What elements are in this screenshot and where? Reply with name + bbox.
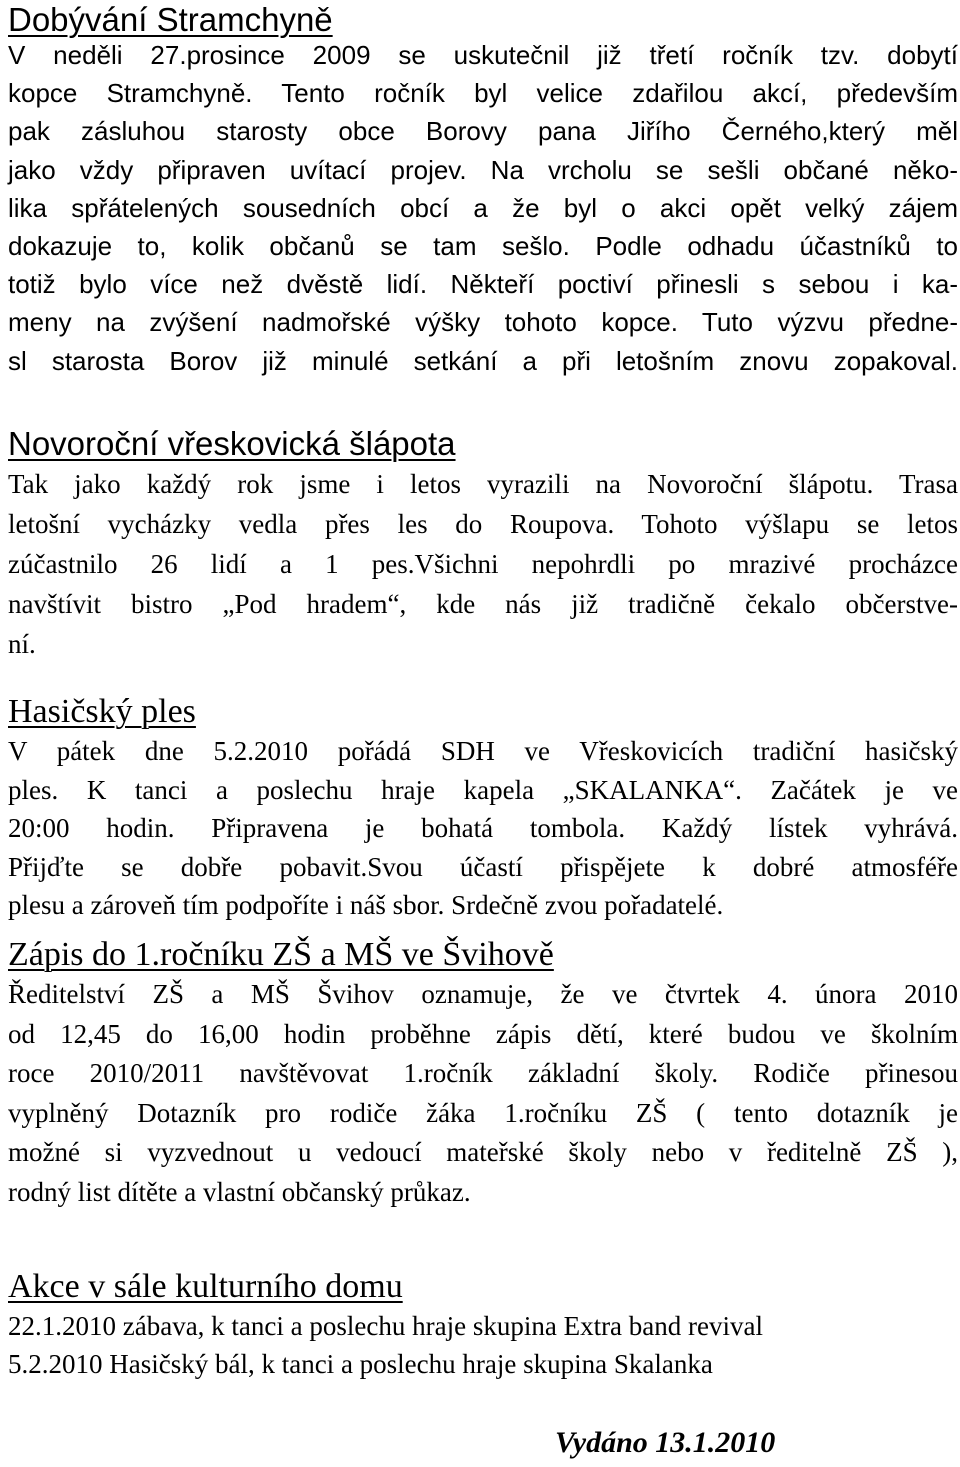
text-line: Ředitelství ZŠ a MŠ Švihov oznamuje, že ve čtvrtek 4. února 2010	[8, 979, 958, 1009]
text-line: meny na zvýšení nadmořské výšky tohoto kopce. Tuto výzvu předne-	[8, 307, 958, 338]
text-line: od 12,45 do 16,00 hodin proběhne zápis dětí, které budou ve školním	[8, 1018, 958, 1049]
section-body	[8, 1307, 958, 1383]
text-line: vyplněný Dotazník pro rodiče žáka 1.ročníku ZŠ ( tento dotazník je	[8, 1097, 958, 1128]
section-heading: Hasičský ples	[8, 693, 196, 730]
text-line: letošní vycházky vedla přes les do Roupova. Tohoto výšlapu se letos	[8, 509, 958, 539]
section-zapis-zs	[8, 935, 958, 1212]
text-line: kopce Stramchyně. Tento ročník byl velice zdařilou akcí, především	[8, 78, 958, 109]
section-heading: Novoroční vřeskovická šlápota	[8, 425, 456, 462]
text-line: sl starosta Borov již minulé setkání a při letošním znovu zopakoval.	[8, 345, 958, 376]
text-line: zúčastnilo 26 lidí a 1 pes.Všichni nepohrdli po mrazivé procházce	[8, 549, 958, 579]
text-line: rodný list dítěte a vlastní občanský průkaz.	[8, 1176, 471, 1207]
section-heading: Dobývání Stramchyně	[8, 1, 333, 38]
text-line: V pátek dne 5.2.2010 pořádá SDH ve Vřeskovicích tradiční hasičský	[8, 736, 958, 766]
section-stramchyne	[8, 0, 958, 380]
text-line: jako vždy připraven uvítací projev. Na vrcholu se sešli občané něko-	[8, 154, 958, 185]
text-line: Přijďte se dobře pobavit.Svou účastí přispějete k dobré atmosféře	[8, 851, 958, 882]
section-body	[8, 975, 958, 1212]
text-line: lika spřátelených sousedních obcí a že byl o akci opět velký zájem	[8, 192, 958, 223]
text-line: totiž bylo více než dvěstě lidí. Někteří poctiví přinesli s sebou i ka-	[8, 269, 958, 300]
text-line: navštívit bistro „Pod hradem“, kde nás již tradičně čekalo občerstve-	[8, 589, 958, 619]
text-line: roce 2010/2011 navštěvovat 1.ročník základní školy. Rodiče přinesou	[8, 1058, 958, 1088]
text-line: pak zásluhou starosty obce Borovy pana Jiřího Černého,který měl	[8, 116, 958, 147]
section-heading: Zápis do 1.ročníku ZŠ a MŠ ve Švihově	[8, 936, 554, 973]
section-heading: Akce v sále kulturního domu	[8, 1268, 403, 1305]
text-line: možné si vyzvednout u vedoucí mateřské školy nebo v ředitelně ZŠ ),	[8, 1137, 958, 1167]
text-line: 20:00 hodin. Připravena je bohatá tombola. Každý lístek vyhrává.	[8, 813, 958, 843]
text-line: ples. K tanci a poslechu hraje kapela „SKALANKA“. Začátek je ve	[8, 774, 958, 805]
text-line: 22.1.2010 zábava, k tanci a poslechu hraje skupina Extra band revival	[8, 1311, 763, 1341]
section-novorocni-slapota	[8, 424, 958, 664]
section-akce-kulturni-dum	[8, 1267, 958, 1383]
text-line: Tak jako každý rok jsme i letos vyrazili na Novoroční šlápotu. Trasa	[8, 469, 958, 499]
text-line: 5.2.2010 Hasičský bál, k tanci a poslechu hraje skupina Skalanka	[8, 1349, 713, 1379]
section-body	[8, 464, 958, 664]
text-line: V neděli 27.prosince 2009 se uskutečnil již třetí ročník tzv. dobytí	[8, 40, 958, 70]
text-line: ní.	[8, 629, 36, 659]
issue-date: Vydáno 13.1.2010	[555, 1426, 776, 1459]
section-body	[8, 36, 958, 380]
text-line: plesu a zároveň tím podpoříte i náš sbor. Srdečně zvou pořadatelé.	[8, 890, 724, 920]
section-hasicsky-ples	[8, 692, 958, 925]
section-body	[8, 732, 958, 925]
text-line: dokazuje to, kolik občanů se tam sešlo. Podle odhadu účastníků to	[8, 231, 958, 262]
